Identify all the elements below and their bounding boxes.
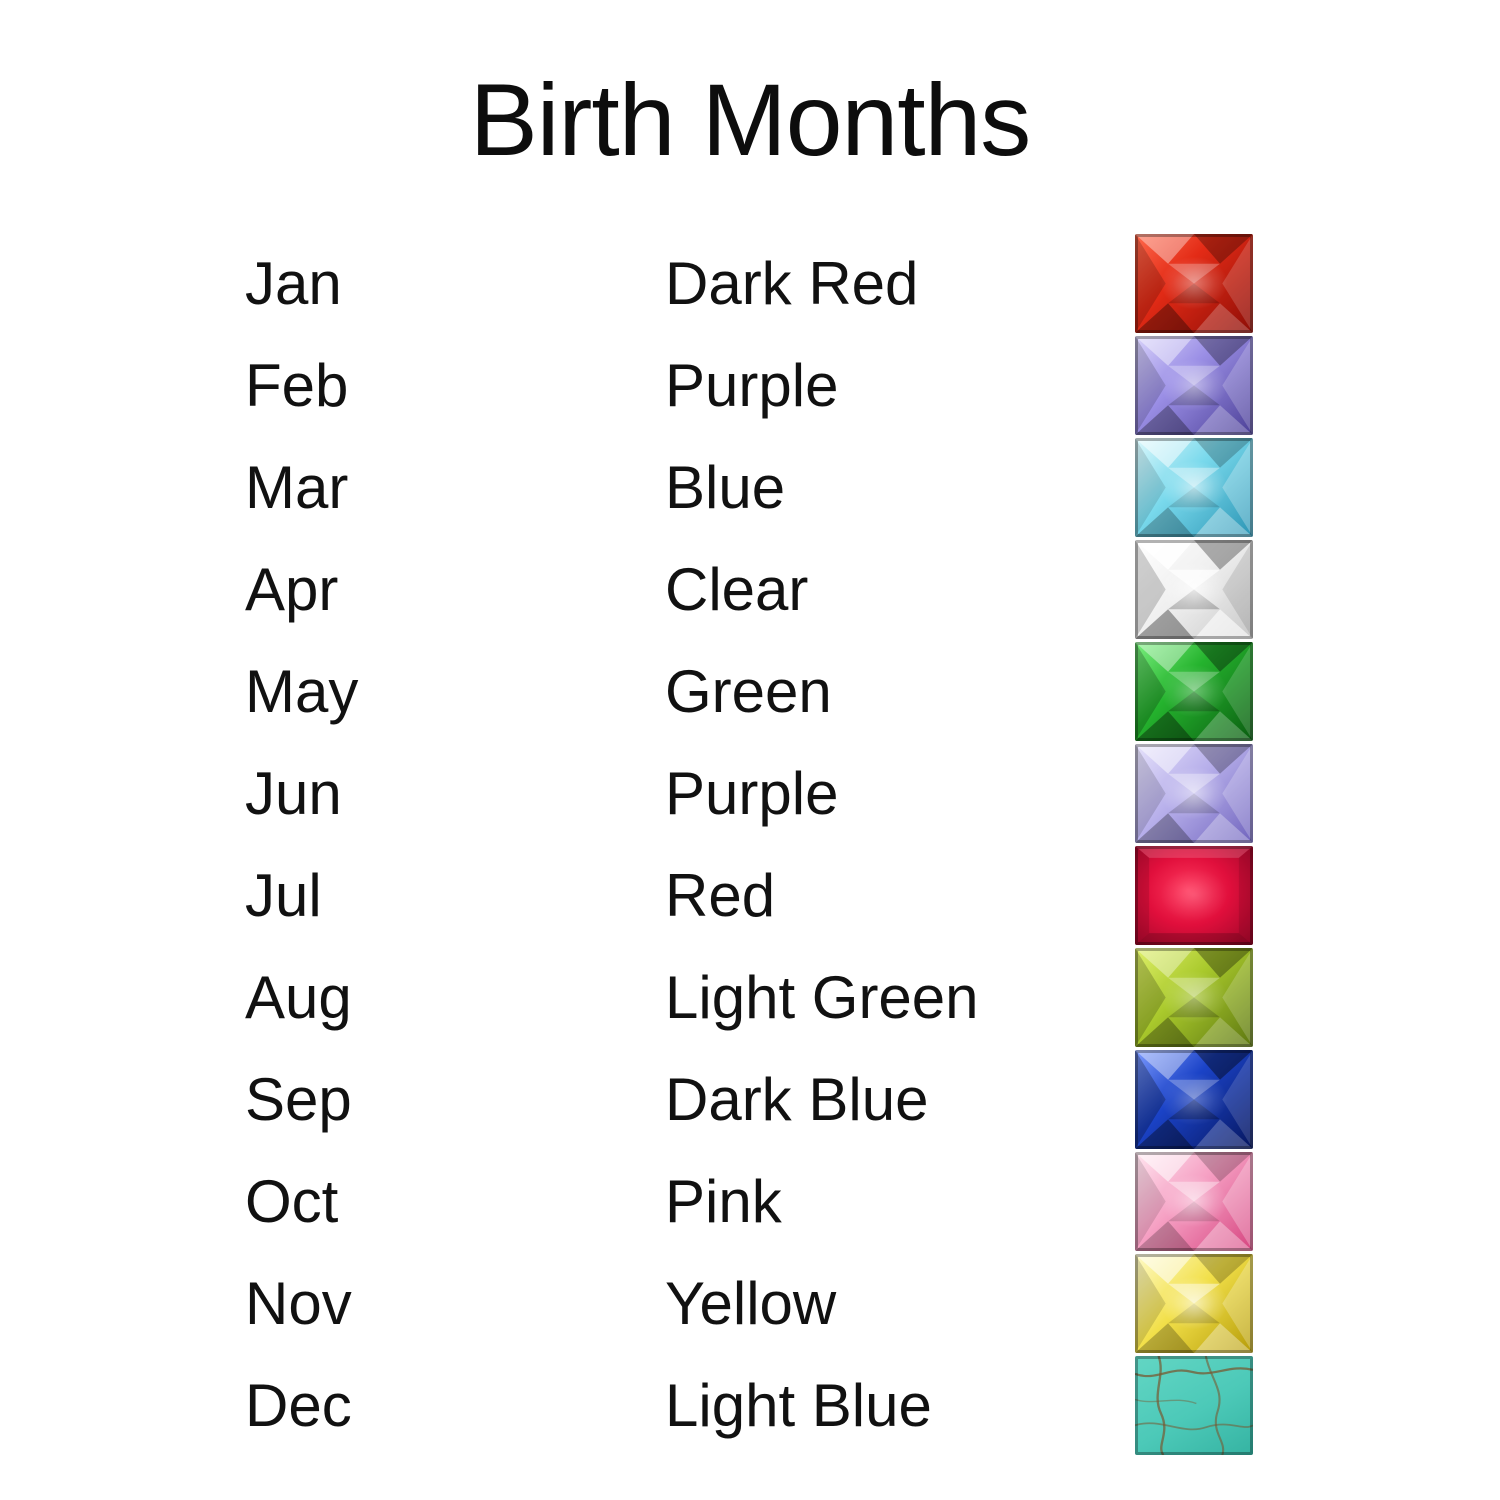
gem-aqua-blue-icon xyxy=(1135,438,1253,537)
table-row xyxy=(245,1252,1295,1354)
table-row xyxy=(245,538,1295,640)
month-label: Apr xyxy=(245,555,339,623)
gem-cell xyxy=(1135,234,1295,333)
table-row xyxy=(245,1150,1295,1252)
table-row xyxy=(245,1354,1295,1456)
month-label: Nov xyxy=(245,1269,352,1337)
gem-green-icon xyxy=(1135,642,1253,741)
color-label: Purple xyxy=(665,351,839,419)
color-label: Light Green xyxy=(665,963,979,1031)
gem-clear-icon xyxy=(1135,540,1253,639)
gem-cell xyxy=(1135,1152,1295,1251)
gem-turquoise-icon xyxy=(1135,1356,1253,1455)
gem-cell xyxy=(1135,438,1295,537)
color-label: Dark Red xyxy=(665,249,919,317)
page-title: Birth Months xyxy=(469,63,1031,177)
color-label: Purple xyxy=(665,759,839,827)
color-label: Dark Blue xyxy=(665,1065,929,1133)
color-label: Pink xyxy=(665,1167,782,1235)
gem-cell xyxy=(1135,642,1295,741)
gem-cell xyxy=(1135,744,1295,843)
month-label: Jun xyxy=(245,759,342,827)
color-label: Clear xyxy=(665,555,809,623)
table-row xyxy=(245,844,1295,946)
color-label: Green xyxy=(665,657,832,725)
color-label: Light Blue xyxy=(665,1371,932,1439)
table-row xyxy=(245,1048,1295,1150)
color-label: Yellow xyxy=(665,1269,837,1337)
gem-purple-icon xyxy=(1135,336,1253,435)
gem-light-purple-icon xyxy=(1135,744,1253,843)
gem-yellow-icon xyxy=(1135,1254,1253,1353)
month-label: Jan xyxy=(245,249,342,317)
color-label: Blue xyxy=(665,453,786,521)
gem-dark-red-icon xyxy=(1135,234,1253,333)
gem-cell xyxy=(1135,1356,1295,1455)
birth-months-table xyxy=(245,232,1295,1456)
gem-red-icon xyxy=(1135,846,1253,945)
gem-cell xyxy=(1135,1254,1295,1353)
table-row xyxy=(245,640,1295,742)
month-label: May xyxy=(245,657,359,725)
month-label: Sep xyxy=(245,1065,352,1133)
month-label: Aug xyxy=(245,963,352,1031)
gem-pink-icon xyxy=(1135,1152,1253,1251)
month-label: Oct xyxy=(245,1167,339,1235)
month-label: Mar xyxy=(245,453,349,521)
month-label: Dec xyxy=(245,1371,352,1439)
table-row xyxy=(245,232,1295,334)
gem-cell xyxy=(1135,846,1295,945)
gem-dark-blue-icon xyxy=(1135,1050,1253,1149)
gem-peridot-icon xyxy=(1135,948,1253,1047)
color-label: Red xyxy=(665,861,776,929)
gem-cell xyxy=(1135,1050,1295,1149)
gem-cell xyxy=(1135,336,1295,435)
table-row xyxy=(245,436,1295,538)
table-row xyxy=(245,742,1295,844)
table-row xyxy=(245,946,1295,1048)
month-label: Jul xyxy=(245,861,322,929)
month-label: Feb xyxy=(245,351,349,419)
gem-cell xyxy=(1135,540,1295,639)
gem-cell xyxy=(1135,948,1295,1047)
table-row xyxy=(245,334,1295,436)
